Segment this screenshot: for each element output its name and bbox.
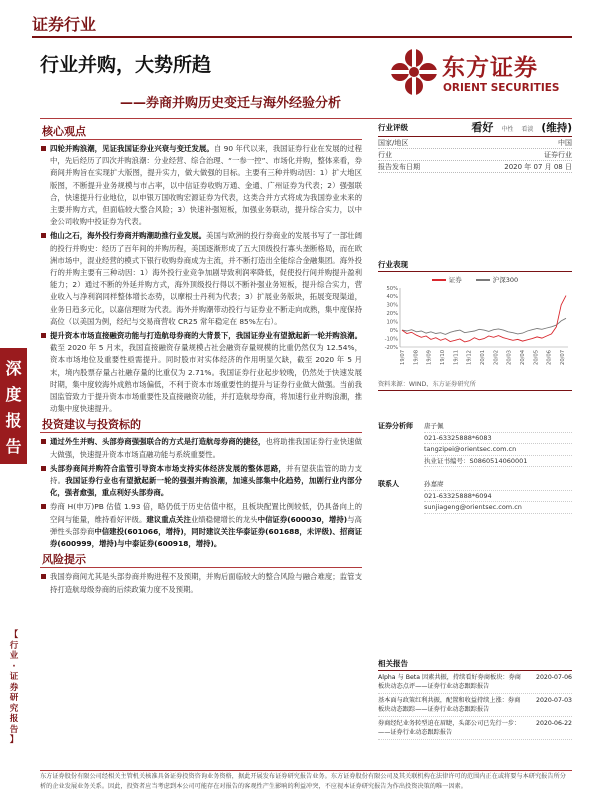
series-tag-char: 报 [9, 714, 19, 724]
industry-performance-chart [378, 285, 572, 373]
rating-label: 行业评级 [378, 123, 408, 132]
analyst-name: 唐子佩 [424, 421, 572, 433]
paragraph-text: 券商 H(申万)PB 估值 1.93 倍，略仍低于历史估值中枢，且板块配置比例较低，仍具备向上的空间与能量，维持看好评级。 [50, 502, 362, 524]
paragraph-text: 截至 2020 年 5 月末，我国直接融资存量规模占社会融资存量规模的比重仍然仅为 12.54%，资本市场地位及重要性亟需提升。同时股市对实体经济的作用明显欠缺，截至 2020 年 5 月末，境内股票存量占社融存量的比重仅为 2.71%。我国证券行业起步较晚，仍然处于快速发展时期，集中度较海外成熟市场偏低，不利于资本市场重要性的提升与证券行业做大做强。当前我国监管致力于提升资本市场重要性及直接融资功能，并打造航母券商，将加速行业并购浪潮，推动集中度快速提升。 [50, 343, 362, 414]
section-divider [40, 139, 362, 140]
y-tick-label: -10% [384, 336, 398, 343]
section-heading: 风险提示 [42, 553, 86, 567]
y-tick-label: 40% [386, 294, 398, 301]
y-tick-label: 0% [389, 327, 398, 334]
related-report-date: 2020-07-06 [536, 674, 572, 681]
info-row [378, 161, 572, 173]
analyst-row [378, 421, 572, 467]
paragraph-lead: 提升资本市场直接融资功能与打造航母券商的大背景下，我国证券业有望掀起新一轮并购浪潮。 [50, 331, 362, 341]
info-value: 证券行业 [544, 151, 572, 159]
legend-swatch [432, 279, 446, 281]
series-tag-char: 究 [9, 703, 19, 714]
risk-paragraph [40, 571, 362, 595]
series-tag-char: 研 [9, 693, 19, 703]
report-type-char: 深 [5, 359, 22, 378]
x-tick-label: 19/07 [400, 350, 406, 365]
section-divider [40, 432, 362, 433]
info-label: 报告发布日期 [378, 163, 420, 171]
core-view-section [40, 124, 362, 415]
related-report-item [378, 694, 572, 717]
info-value: 2020 年 07 月 08 日 [504, 163, 572, 171]
company-logo [388, 46, 568, 106]
analyst-phone: 021-63325888*6083 [424, 433, 572, 445]
core-view-paragraph [40, 230, 362, 328]
bullet-icon [41, 574, 46, 579]
rating-option-negative: 看淡 [521, 126, 534, 133]
contact-row [378, 479, 572, 514]
report-category: 证券行业 [32, 15, 97, 34]
bullet-icon [41, 466, 46, 471]
related-report-title: 券商经纪业务转型迫在眉睫，头部公司已先行一步：——证券行业动态跟踪报告 [378, 720, 521, 736]
footer-divider [40, 770, 572, 771]
analyst-role: 证券分析师 [378, 422, 413, 430]
info-row [378, 149, 572, 161]
bullet-icon [41, 146, 46, 151]
y-tick-label: 20% [386, 311, 398, 318]
contact-role: 联系人 [378, 480, 399, 488]
series-tag-char: 告 [9, 724, 19, 735]
series-tag-char: 证 [9, 672, 19, 682]
x-tick-label: 19/11 [453, 350, 460, 365]
paragraph-text: 也将助推我国证券行业快速做大做强，快速提升资本市场直融功能与系统重要性。 [50, 437, 362, 459]
y-tick-label: -20% [384, 344, 398, 351]
analyst-license: 执业证书编号：S0860514060001 [424, 456, 572, 468]
x-tick-label: 19/08 [413, 350, 420, 365]
info-label: 行业 [378, 151, 392, 159]
x-tick-label: 19/12 [466, 350, 473, 365]
investment-section [40, 417, 362, 550]
legend-item [432, 275, 462, 284]
series-tag-char: 】 [9, 735, 19, 745]
report-type-char: 报 [5, 411, 22, 430]
related-reports [378, 658, 572, 740]
chart-source: 资料来源：WIND、东方证券研究所 [378, 379, 572, 391]
x-tick-label: 20/04 [520, 350, 526, 365]
investment-paragraph [40, 501, 362, 550]
legal-disclaimer: 东方证券股份有限公司经相关主管机关核准具备证券投资咨询业务资格，据此开展发布证券研究报告业务。东方证券股份有限公司及其关联机构在法律许可的范围内正在或将要与本研究报告所分析的企业发展业务关系。因此，投资者应当考虑到本公司可能存在对报告的客观性产生影响的利益冲突，不应视本证券研究报告为作出投资决策的唯一因素。 [40, 773, 566, 790]
stock-recommendation: 中信建投(601066，增持)，同时建议关注华泰证券(601688，未评级)、招商证券(600999，增持)与中泰证券(600918，增持)。 [50, 526, 362, 549]
paragraph-text: 自 90 年代以来，我国证券行业在发展的过程中，先后经历了四次并购浪潮：分业经营、综合治理、“一参一控”、市场化并购，整体来看，券商间并购旨在实现扩大版图，提升实力，做大做强的目标。主要有三种并购动因：1）扩大地区版图，不断提升业务规模与市占率，以中信证券收购万通、金通、广州证券为代表；2）强强联合，快速提升行业地位，以申银万国收购宏源证券为代表，这类合并方式将成为我国券业未来的主要并购方式，但面临较大整合风险；3）快速补强短板，加强业务联动，提升综合实力，以中金公司收购中投证券为代表。 [50, 144, 362, 227]
paragraph-lead: 他山之石，海外投行券商并购潮助推行业发展。 [50, 231, 207, 241]
header-divider [32, 36, 572, 38]
paragraph-lead: 通过外生并购、头部券商强强联合的方式是打造航母券商的捷径， [50, 437, 266, 447]
related-report-title: 基本面与政策红利共振，配置和收益持续上涨：券商板块动态跟踪——证券行业动态跟踪报告 [378, 697, 521, 713]
report-type-char: 告 [5, 437, 22, 456]
company-name-cn: 东方证券 [442, 55, 538, 81]
analyst-block [378, 421, 572, 514]
rating-option-neutral: 中性 [501, 126, 514, 133]
contact-details [424, 479, 572, 514]
info-row [378, 137, 572, 149]
contact-name: 孙嘉赓 [424, 479, 572, 491]
bullet-icon [41, 333, 46, 338]
core-view-paragraph [40, 143, 362, 228]
report-title: 行业并购，大势所趋 [40, 54, 212, 76]
contact-email: sunjiageng@orientsec.com.cn [424, 502, 572, 514]
x-tick-label: 20/01 [480, 350, 486, 365]
x-tick-label: 20/06 [546, 350, 553, 365]
x-tick-label: 19/09 [426, 350, 433, 365]
x-tick-label: 20/05 [533, 350, 540, 365]
report-type-char: 度 [5, 385, 22, 404]
x-tick-label: 20/07 [560, 350, 566, 365]
paragraph-emphasis: 我国证券行业也有望掀起新一轮的强强并购浪潮，加速头部集中化趋势，加剧行业内部分化，强者愈强，重点利好头部券商。 [50, 476, 362, 498]
analyst-details [424, 421, 572, 467]
related-reports-title: 相关报告 [378, 658, 572, 671]
sidebar [378, 118, 572, 514]
x-tick-label: 20/02 [493, 350, 500, 365]
rating-values [471, 118, 572, 136]
main-content [40, 122, 362, 598]
related-report-date: 2020-07-03 [536, 697, 572, 704]
series-tag-char: 券 [9, 682, 19, 693]
x-tick-label: 20/03 [506, 350, 513, 365]
related-report-date: 2020-06-22 [536, 720, 572, 727]
legend-item [476, 275, 518, 284]
paragraph-text: 美国与欧洲的投行券商业的发展书写了一部壮阔的投行并购史：经历了百年间的并购历程，美国逐渐形成了五大顶级投行寡头垄断格局，而在欧洲市场中，混业经营的模式下银行收购券商成为主流，并不断打造出全能综合金融集团。海外投行的并购主要有三种动因：1）海外投行业竞争加剧导致利润率降低，促使投行间并购提升盈利能力；2）通过不断的外延并购方式，海外顶级投行得以不断补强业务短板，提升综合实力，营业收入与净利润同样整体增长态势，以摩根士丹利为代表；3）扩展业务版块，拓展变现渠道，业务日趋多元化，以嘉信理财为代表。海外并购潮带动投行与证券业不断走向成熟，集中度保持高位（以美国为例，经纪与交易商营收 CR25 常年稳定在 85%左右）。 [50, 231, 362, 326]
legend-swatch [476, 279, 490, 281]
y-tick-label: 30% [386, 302, 398, 309]
report-type-bar [0, 348, 27, 464]
report-subtitle: ——券商并购历史变迁与海外经验分析 [120, 96, 342, 111]
paragraph-emphasis: 建议重点关注 [146, 514, 191, 524]
rating-value: 看好 [471, 121, 494, 134]
logo-mark-icon [388, 46, 440, 98]
paragraph-text: 我国券商间尤其是头部券商并购进程不及预期，并购后面临较大的整合风险与融合难度；监管支持打造航母级券商的后续政策力度不及预期。 [50, 572, 362, 594]
paragraph-lead: 头部券商间并购符合监管引导资本市场支持实体经济发展的整体思路， [50, 463, 287, 473]
industry-performance-title: 行业表现 [378, 259, 572, 272]
bullet-icon [41, 439, 46, 444]
paragraph-text: 与高弹性头部券商 [50, 514, 362, 536]
series-tag-char: 业 [9, 651, 19, 661]
bullet-icon [41, 233, 46, 238]
analyst-email: tangzipei@orientsec.com.cn [424, 444, 572, 456]
y-tick-label: 50% [386, 285, 398, 292]
related-report-title: Alpha 与 Beta 因素共振，持续看好券商板块：券商板块动态点评——证券行业动态跟踪报告 [378, 674, 521, 690]
chart-legend [378, 275, 572, 284]
info-value: 中国 [558, 139, 572, 147]
paragraph-text: 并有望获监管的助力支持。 [50, 463, 362, 486]
investment-paragraph [40, 463, 362, 500]
section-heading: 投资建议与投资标的 [42, 418, 141, 432]
stock-recommendation: 中信证券(600030，增持) [257, 514, 348, 524]
related-report-item [378, 717, 572, 740]
series-tag-char: 【 [9, 630, 19, 640]
risk-section [40, 552, 362, 595]
paragraph-lead: 四轮并购浪潮，见证我国证券业兴衰与变迁发展。 [50, 144, 214, 153]
bullet-icon [41, 504, 46, 509]
related-report-item [378, 671, 572, 694]
contact-phone: 021-63325888*6094 [424, 491, 572, 503]
section-divider [40, 567, 362, 568]
info-label: 国家/地区 [378, 139, 409, 147]
series-tag-char: · [12, 661, 16, 672]
section-heading: 核心观点 [42, 125, 86, 138]
rating-status: (维持) [541, 122, 572, 134]
industry-rating-row [378, 118, 572, 137]
paragraph-text: 业绩稳健增长的龙头 [190, 514, 258, 524]
core-view-paragraph [40, 330, 362, 415]
legend-label: 证券 [448, 276, 462, 284]
company-name-en: ORIENT SECURITIES [443, 82, 560, 94]
series-line [402, 318, 566, 334]
x-tick-label: 19/10 [440, 350, 446, 365]
series-line [402, 296, 566, 342]
series-tag-char: 行 [9, 640, 19, 651]
investment-paragraph [40, 436, 362, 460]
report-series-tag [6, 630, 22, 746]
legend-label: 沪深300 [492, 276, 519, 284]
y-tick-label: 10% [386, 319, 398, 326]
